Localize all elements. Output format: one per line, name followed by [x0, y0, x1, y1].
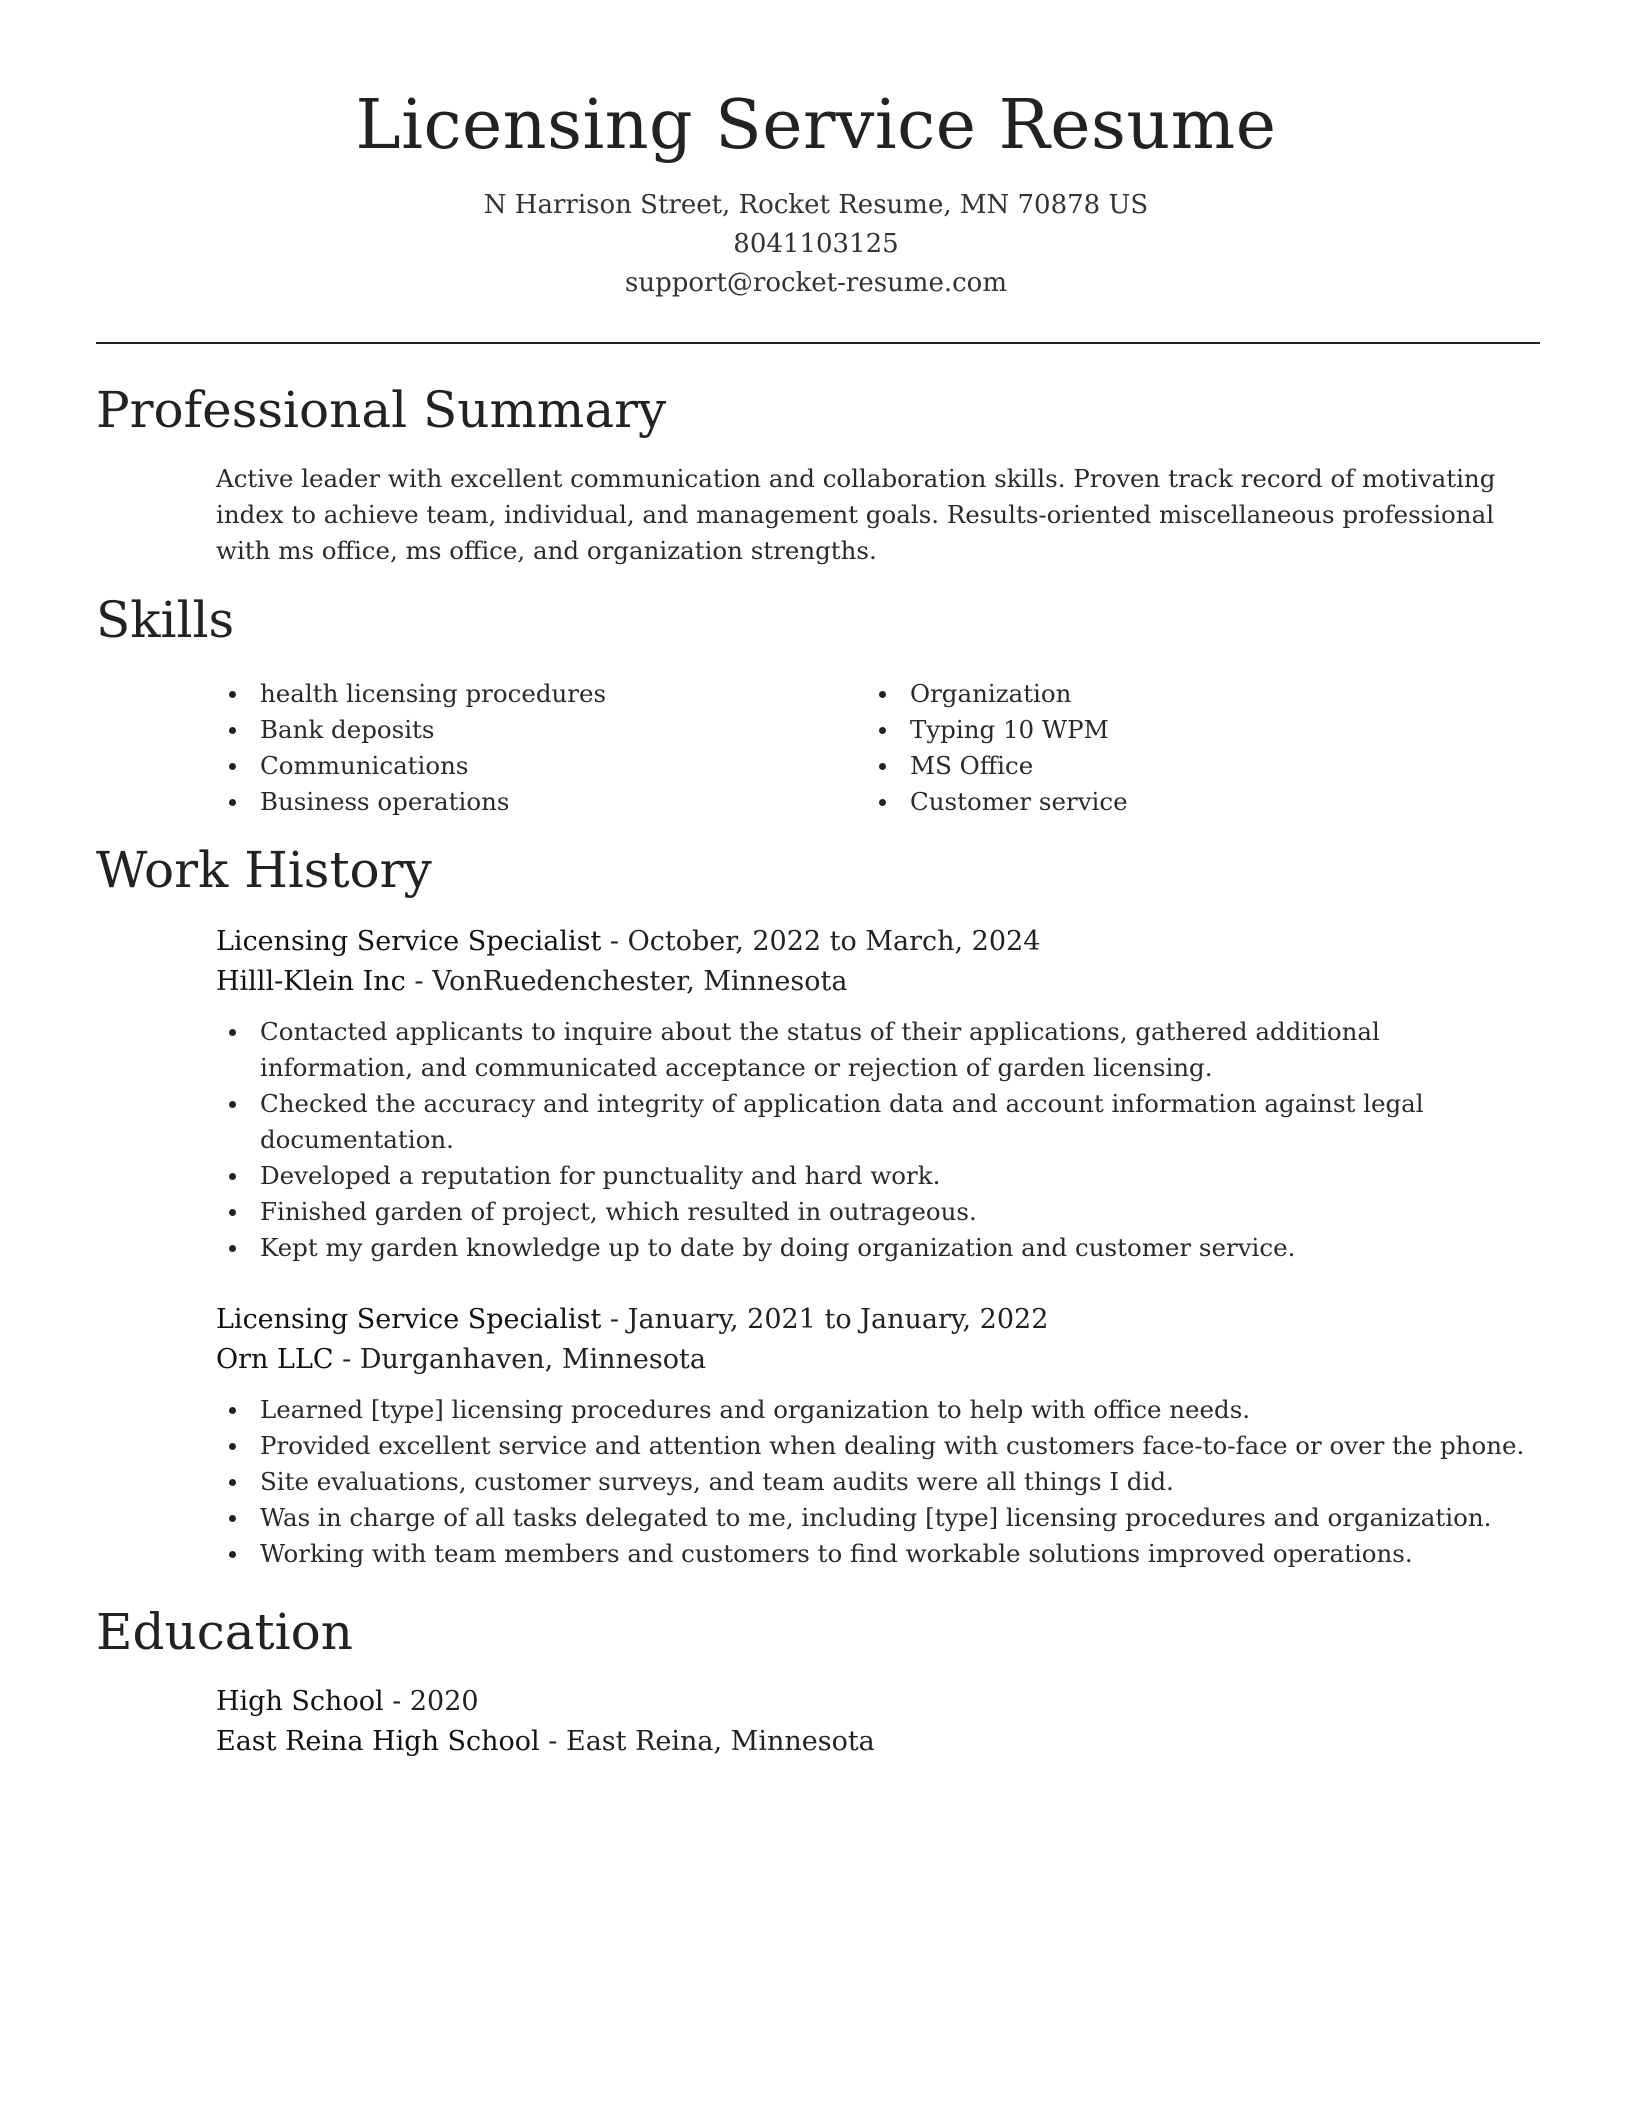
job-dates: - October, 2022 to March, 2024 — [601, 926, 1041, 957]
skill-item: Typing 10 WPM — [866, 712, 1516, 748]
education-location: - East Reina, Minnesota — [539, 1726, 875, 1757]
skill-item: Organization — [866, 676, 1516, 712]
job-bullet: Developed a reputation for punctuality and hard work. — [216, 1158, 1540, 1194]
job-location: - Durganhaven, Minnesota — [333, 1344, 706, 1375]
job-bullets — [216, 1014, 1540, 1266]
job-company-line — [216, 1340, 1540, 1380]
job-title-line — [216, 1300, 1540, 1340]
job-title-line — [216, 922, 1540, 962]
contact-address: N Harrison Street, Rocket Resume, MN 70878 US — [483, 190, 1149, 220]
job-entry — [216, 1300, 1540, 1572]
summary-text: Active leader with excellent communication and collaboration skills. Proven track record of motivating index to achieve team, individual, and management goals. Results-oriented miscellaneous professional with ms office, ms office, and organization strengths. — [216, 464, 1496, 565]
job-location: - VonRuedenchester, Minnesota — [405, 966, 848, 997]
education-entry — [216, 1682, 1540, 1762]
contact-phone: 8041103125 — [733, 229, 899, 259]
skill-item: Business operations — [216, 784, 866, 820]
job-bullet: Working with team members and customers to find workable solutions improved operations. — [216, 1536, 1540, 1572]
job-title: Licensing Service Specialist — [216, 1304, 602, 1335]
skills-column-right — [866, 676, 1516, 820]
resume-header — [0, 80, 1632, 303]
job-company: Hilll-Klein Inc — [216, 966, 406, 997]
header-divider — [96, 342, 1540, 344]
skills-list — [216, 676, 1540, 820]
job-bullet: Checked the accuracy and integrity of application data and account information against legal documentation. — [216, 1086, 1540, 1158]
job-bullet: Provided excellent service and attention when dealing with customers face-to-face or over the phone. — [216, 1428, 1540, 1464]
job-bullets — [216, 1392, 1540, 1572]
job-bullet: Site evaluations, customer surveys, and team audits were all things I did. — [216, 1464, 1540, 1500]
job-bullet: Contacted applicants to inquire about the status of their applications, gathered additional information, and communicated acceptance or rejection of garden licensing. — [216, 1014, 1540, 1086]
section-heading-summary: Professional Summary — [96, 381, 667, 439]
job-bullet: Was in charge of all tasks delegated to me, including [type] licensing procedures and organization. — [216, 1500, 1540, 1536]
skill-item: health licensing procedures — [216, 676, 866, 712]
job-title: Licensing Service Specialist — [216, 926, 602, 957]
contact-email: support@rocket-resume.com — [624, 268, 1007, 298]
job-company-line — [216, 962, 1540, 1002]
job-bullet: Learned [type] licensing procedures and organization to help with office needs. — [216, 1392, 1540, 1428]
skills-column-left — [216, 676, 866, 820]
job-dates: - January, 2021 to January, 2022 — [601, 1304, 1049, 1335]
skill-item: Communications — [216, 748, 866, 784]
skill-item: MS Office — [866, 748, 1516, 784]
skill-item: Customer service — [866, 784, 1516, 820]
skill-item: Bank deposits — [216, 712, 866, 748]
resume-title: Licensing Service Resume — [355, 86, 1277, 165]
education-year: - 2020 — [383, 1686, 479, 1717]
job-bullet: Kept my garden knowledge up to date by doing organization and customer service. — [216, 1230, 1540, 1266]
education-school-line — [216, 1722, 1540, 1762]
job-entry — [216, 922, 1540, 1266]
section-heading-skills: Skills — [96, 591, 235, 649]
job-bullet: Finished garden of project, which resulted in outrageous. — [216, 1194, 1540, 1230]
job-company: Orn LLC — [216, 1344, 334, 1375]
education-degree: High School — [216, 1686, 384, 1717]
section-heading-work: Work History — [96, 841, 432, 899]
education-school: East Reina High School — [216, 1726, 540, 1757]
contact-block — [0, 186, 1632, 303]
education-degree-line — [216, 1682, 1540, 1722]
section-heading-education: Education — [96, 1603, 353, 1661]
